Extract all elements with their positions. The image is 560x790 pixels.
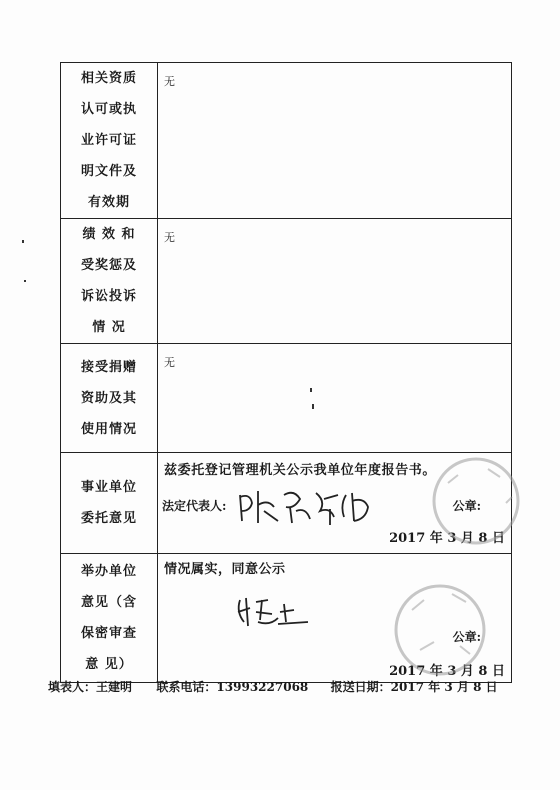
submit-date: 2017 年 3 月 8 日 — [390, 680, 498, 694]
table-row — [61, 63, 512, 219]
value-text: 无 — [164, 356, 175, 369]
label-line: 资助及其 — [80, 390, 137, 406]
label-line: 委托意见 — [80, 511, 137, 526]
label-line: 情 况 — [92, 320, 126, 335]
scan-speck — [310, 388, 312, 392]
row-value-performance — [158, 219, 512, 344]
row-label-performance — [61, 219, 158, 344]
label-line: 受奖惩及 — [80, 258, 137, 273]
sponsor-opinion-statement: 情况属实，同意公示 — [164, 562, 286, 577]
label-line: 事业单位 — [80, 480, 137, 495]
label-line: 相关资质 — [80, 71, 137, 86]
sponsor-date: 2017 年 3 月 8 日 — [389, 664, 505, 679]
label-line: 认可或执 — [80, 102, 137, 117]
row-label-donations — [61, 344, 158, 453]
label-line: 接受捐赠 — [80, 359, 137, 375]
label-line: 明文件及 — [80, 164, 137, 179]
row-label-unit-entrustment — [61, 453, 158, 554]
seal-label: 公章: — [452, 499, 481, 513]
legal-representative-label: 法定代表人: — [162, 499, 227, 513]
row-value-unit-entrustment — [158, 453, 512, 554]
footer-info — [48, 678, 548, 695]
table-row — [61, 453, 512, 554]
scan-speck — [312, 404, 314, 409]
table-row — [61, 344, 512, 453]
label-line: 意见（含 — [80, 595, 137, 610]
value-text: 无 — [164, 75, 175, 88]
label-line: 诉讼投诉 — [80, 289, 137, 304]
label-line: 举办单位 — [80, 564, 137, 579]
label-line: 有效期 — [87, 195, 130, 210]
row-value-qualification — [158, 63, 512, 219]
entrustment-date: 2017 年 3 月 8 日 — [389, 531, 505, 546]
filler-label: 填表人： — [48, 680, 97, 694]
label-line: 业许可证 — [80, 133, 137, 148]
row-value-donations — [158, 344, 512, 453]
handwritten-signature — [234, 481, 384, 529]
value-text: 无 — [164, 231, 175, 244]
row-label-qualification — [61, 63, 158, 219]
label-line: 意 见） — [85, 657, 133, 672]
phone-number: 13993227068 — [216, 680, 309, 694]
official-seal-stamp — [390, 580, 490, 680]
entrustment-statement: 兹委托登记管理机关公示我单位年度报告书。 — [164, 463, 437, 478]
report-form-table — [60, 62, 512, 683]
submit-date-label: 报送日期： — [330, 680, 391, 694]
phone-label: 联系电话： — [156, 680, 217, 694]
scan-speck — [22, 240, 24, 243]
label-line: 保密审查 — [80, 626, 137, 641]
official-seal-stamp — [428, 453, 524, 549]
row-label-sponsor-opinion — [61, 554, 158, 683]
table-row — [61, 554, 512, 683]
label-line: 绩 效 和 — [82, 227, 136, 242]
row-value-sponsor-opinion — [158, 554, 512, 683]
handwritten-signature — [234, 592, 314, 632]
seal-label: 公章: — [452, 630, 481, 644]
scan-speck — [24, 280, 26, 282]
label-line: 使用情况 — [80, 421, 137, 437]
filler-name: 王建明 — [96, 680, 133, 694]
table-row — [61, 219, 512, 344]
